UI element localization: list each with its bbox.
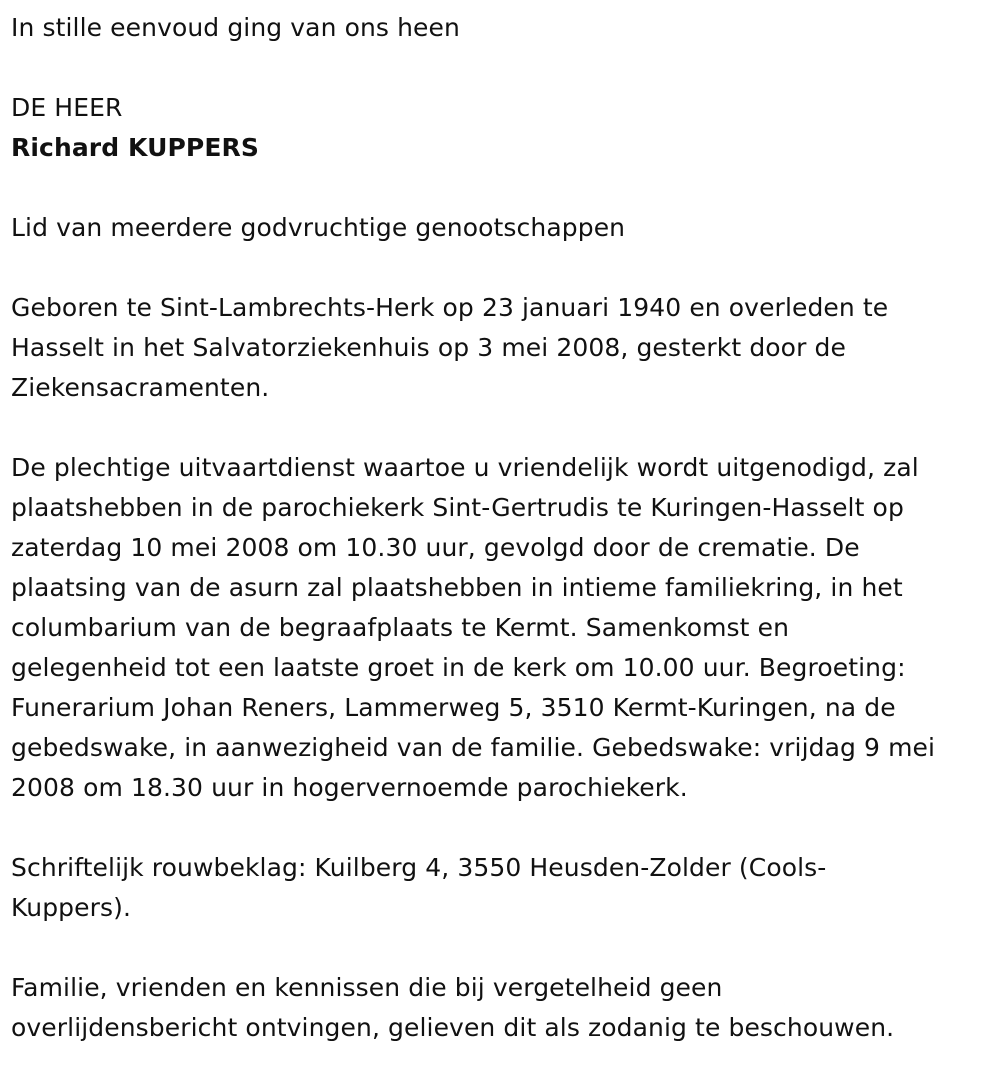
paragraph-line: gebedswake, in aanwezigheid van de familie. Gebedswake: vrijdag 9 mei xyxy=(11,733,936,762)
paragraph-line: Familie, vrienden en kennissen die bij vergetelheid geen xyxy=(11,973,723,1002)
paragraph-line: plaatsing van de asurn zal plaatshebben in intieme familiekring, in het xyxy=(11,573,903,602)
paragraph-line: Kuppers). xyxy=(11,893,132,922)
paragraph-line: Ziekensacramenten. xyxy=(11,373,270,402)
paragraph-line: plaatshebben in de parochiekerk Sint-Gertrudis te Kuringen-Hasselt op xyxy=(11,493,904,522)
spacer xyxy=(11,248,986,288)
birth-death-paragraph xyxy=(11,288,986,408)
spacer xyxy=(11,928,986,968)
paragraph-line: Funerarium Johan Reners, Lammerweg 5, 3510 Kermt-Kuringen, na de xyxy=(11,693,896,722)
paragraph-line: Hasselt in het Salvatorziekenhuis op 3 mei 2008, gesterkt door de xyxy=(11,333,846,362)
paragraph-line: overlijdensbericht ontvingen, gelieven dit als zodanig te beschouwen. xyxy=(11,1013,895,1042)
paragraph-line: Schriftelijk rouwbeklag: Kuilberg 4, 3550 Heusden-Zolder (Cools- xyxy=(11,853,827,882)
spacer xyxy=(11,168,986,208)
paragraph-line: columbarium van de begraafplaats te Kermt. Samenkomst en xyxy=(11,613,790,642)
intro-text: In stille eenvoud ging van ons heen xyxy=(11,13,460,42)
spacer xyxy=(11,808,986,848)
funeral-paragraph xyxy=(11,448,986,808)
paragraph-line: 2008 om 18.30 uur in hogervernoemde parochiekerk. xyxy=(11,773,688,802)
paragraph-line: Geboren te Sint-Lambrechts-Herk op 23 januari 1940 en overleden te xyxy=(11,293,889,322)
paragraph-line: De plechtige uitvaartdienst waartoe u vriendelijk wordt uitgenodigd, zal xyxy=(11,453,919,482)
deceased-name: Richard KUPPERS xyxy=(11,133,259,162)
closing-paragraph xyxy=(11,968,986,1048)
spacer xyxy=(11,408,986,448)
honorific: DE HEER xyxy=(11,93,123,122)
death-notice xyxy=(11,8,986,1048)
paragraph-line: gelegenheid tot een laatste groet in de kerk om 10.00 uur. Begroeting: xyxy=(11,653,906,682)
condolences-paragraph xyxy=(11,848,986,928)
paragraph-line: zaterdag 10 mei 2008 om 10.30 uur, gevolgd door de crematie. De xyxy=(11,533,860,562)
membership-text: Lid van meerdere godvruchtige genootschappen xyxy=(11,213,626,242)
spacer xyxy=(11,48,986,88)
